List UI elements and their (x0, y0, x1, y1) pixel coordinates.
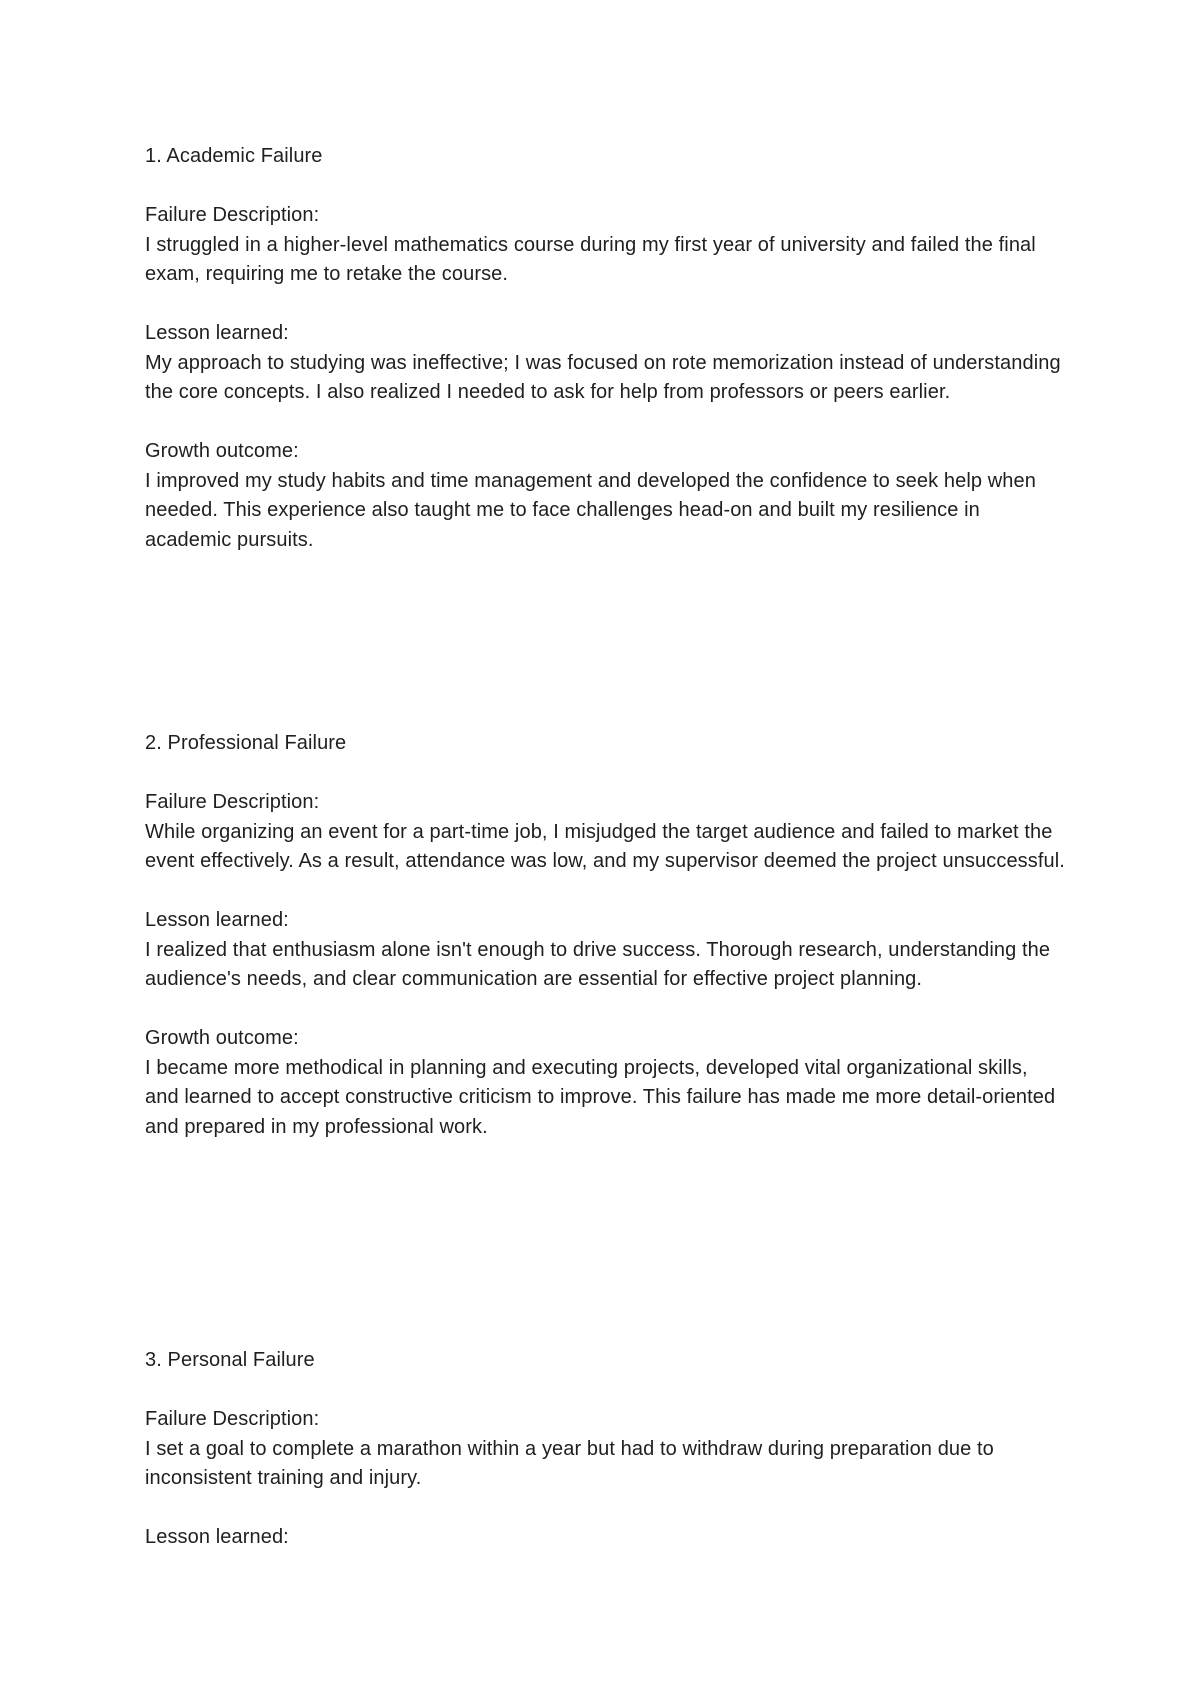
lesson-learned-label: Lesson learned: (145, 1526, 289, 1548)
lesson-learned-label: Lesson learned: (145, 322, 289, 344)
failure-description-label: Failure Description: (145, 1408, 320, 1430)
section-title: 3. Personal Failure (145, 1349, 315, 1371)
section-personal-failure (145, 1346, 1065, 1553)
failure-description-text: While organizing an event for a part-time job, I misjudged the target audience and failed to market the event effectively. As a result, attendance was low, and my supervisor deemed the project unsuccessful. (145, 820, 1065, 872)
growth-outcome-text: I improved my study habits and time management and developed the confidence to seek help when needed. This experience also taught me to face challenges head-on and built my resilience in academic pursuits. (145, 469, 1036, 551)
failure-description-label: Failure Description: (145, 204, 320, 226)
growth-outcome-label: Growth outcome: (145, 440, 299, 462)
growth-outcome-label: Growth outcome: (145, 1027, 299, 1049)
failure-description-label: Failure Description: (145, 791, 320, 813)
lesson-learned-text: My approach to studying was ineffective; I was focused on rote memorization instead of understanding the core concepts. I also realized I needed to ask for help from professors or peers earlier. (145, 351, 1061, 403)
growth-outcome-text: I became more methodical in planning and executing projects, developed vital organizational skills, and learned to accept constructive criticism to improve. This failure has made me more detail-oriented and prepared in my professional work. (145, 1056, 1056, 1138)
section-title: 1. Academic Failure (145, 145, 323, 167)
lesson-learned-text: I realized that enthusiasm alone isn't enough to drive success. Thorough research, understanding the audience's needs, and clear communication are essential for effective project planning. (145, 938, 1051, 990)
section-professional-failure (145, 729, 1065, 1142)
lesson-learned-label: Lesson learned: (145, 909, 289, 931)
failure-description-text: I struggled in a higher-level mathematics course during my first year of university and failed the final exam, requiring me to retake the course. (145, 233, 1036, 285)
failure-description-text: I set a goal to complete a marathon within a year but had to withdraw during preparation due to inconsistent training and injury. (145, 1437, 994, 1489)
section-title: 2. Professional Failure (145, 732, 347, 754)
section-academic-failure (145, 142, 1065, 555)
